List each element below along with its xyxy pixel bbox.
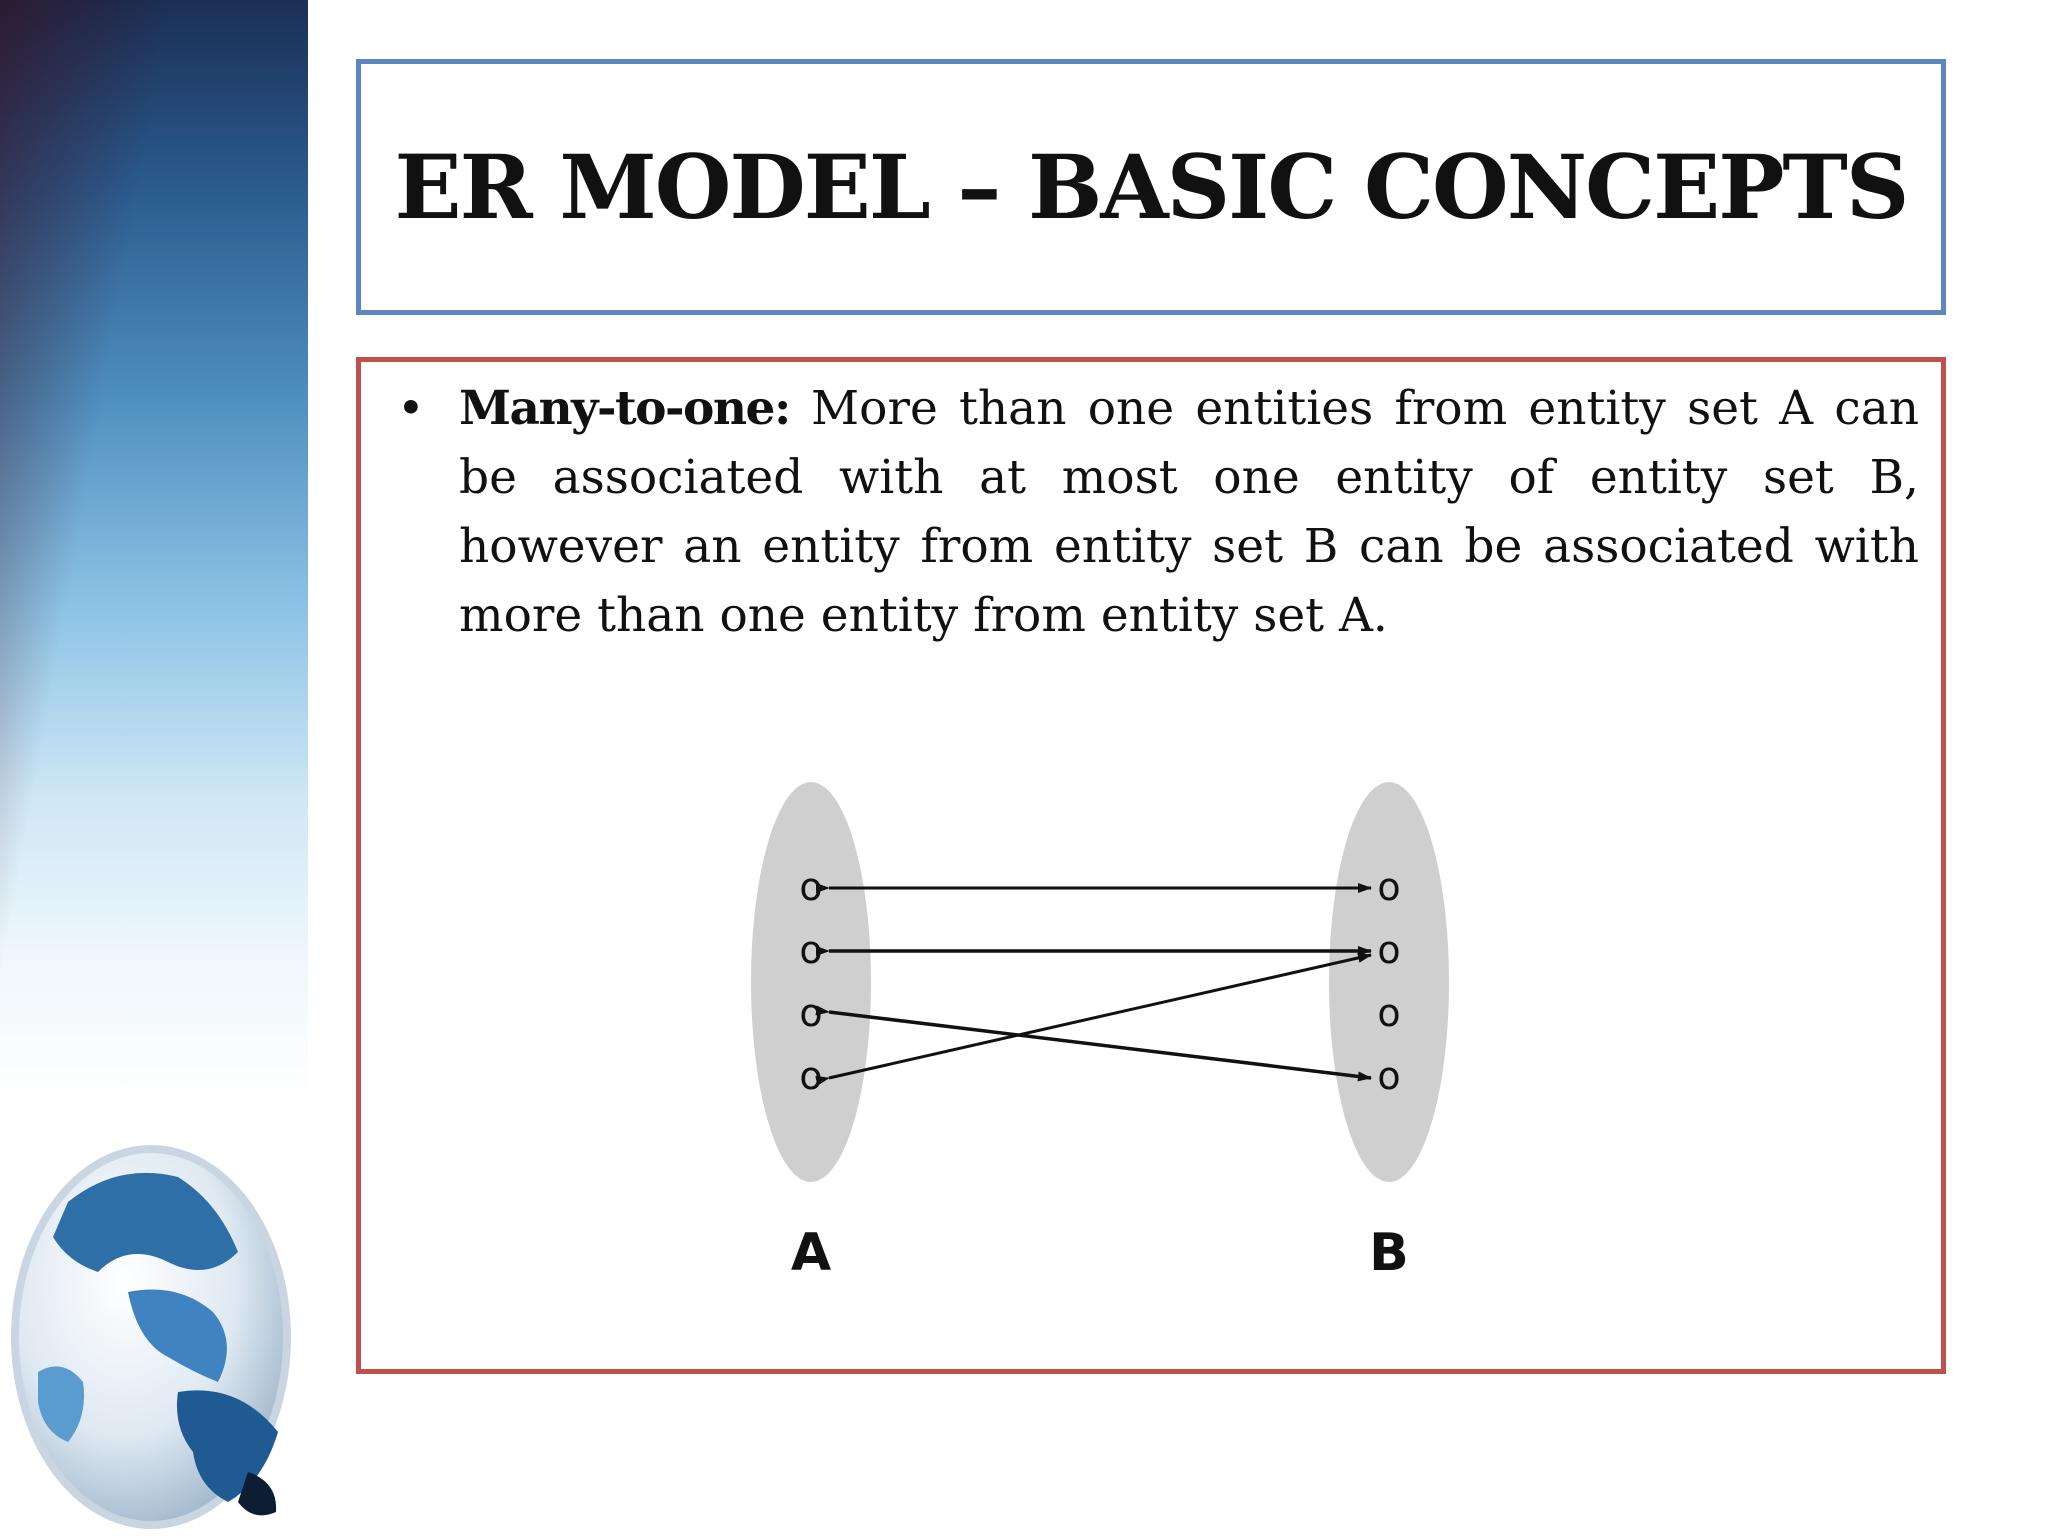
entity-set-b-label: B <box>1369 1223 1409 1283</box>
entity-a-3: o <box>799 991 823 1035</box>
slide-title: ER MODEL – BASIC CONCEPTS <box>394 135 1908 239</box>
entity-a-4: o <box>799 1054 823 1098</box>
relationship-line-a3-b4 <box>829 1012 1371 1078</box>
relationship-line-a4-b2 <box>829 955 1371 1078</box>
entity-b-2: o <box>1377 928 1401 972</box>
globe-icon <box>8 1142 294 1532</box>
entity-set-a-label: A <box>790 1223 832 1283</box>
side-banner <box>0 0 308 1536</box>
bullet-symbol: • <box>397 381 425 436</box>
entity-a-1: o <box>799 865 823 909</box>
entity-b-3: o <box>1377 991 1401 1035</box>
bullet-item <box>379 374 1919 650</box>
entity-b-4: o <box>1377 1054 1401 1098</box>
entity-b-1: o <box>1377 865 1401 909</box>
bullet-term: Many-to-one: <box>459 381 790 436</box>
many-to-one-diagram <box>741 762 1521 1302</box>
bullet-description: More than one entities from entity set A can be associated with at most one entity of entity set B, however an entity from entity set B can be associated with more than one entity from entity set A. <box>459 381 1919 643</box>
entity-set-a-ellipse <box>751 782 871 1182</box>
entity-a-2: o <box>799 928 823 972</box>
bullet-text <box>459 374 1919 650</box>
content-box <box>356 357 1946 1374</box>
entity-set-b-ellipse <box>1329 782 1449 1182</box>
title-box <box>356 59 1946 315</box>
